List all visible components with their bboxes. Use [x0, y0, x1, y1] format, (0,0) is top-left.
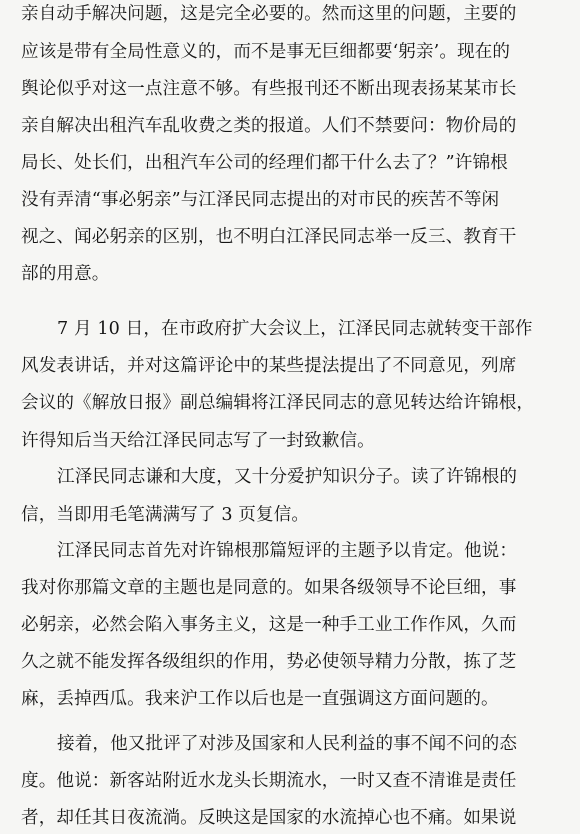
text-line: 信，当即用毛笔满满写了 3 页复信。	[21, 505, 310, 525]
text-line: 亲自解决出租汽车乱收费之类的报道。人们不禁要问：物价局的	[21, 116, 517, 136]
text-line: 我对你那篇文章的主题也是同意的。如果各级领导不论巨细，事	[21, 578, 517, 598]
text-line: 久之就不能发挥各级组织的作用，势必使领导精力分散，拣了芝	[21, 652, 517, 672]
text-line: 麻，丢掉西瓜。我来沪工作以后也是一直强调这方面问题的。	[21, 689, 499, 709]
paragraph-first-line: 7 月 10 日，在市政府扩大会议上，江泽民同志就转变干部作	[57, 319, 533, 339]
text-line: 亲自动手解决问题，这是完全必要的。然而这里的问题，主要的	[21, 4, 517, 24]
paragraph-first-line: 江泽民同志首先对许锦根那篇短评的主题予以肯定。他说：	[57, 541, 518, 561]
text-line: 应该是带有全局性意义的，而不是事无巨细都要‘躬亲’。现在的	[21, 42, 511, 62]
text-line: 许得知后当天给江泽民同志写了一封致歉信。	[21, 431, 375, 451]
text-line: 必躬亲，必然会陷入事务主义，这是一种手工业工作作风，久而	[21, 615, 517, 635]
paragraph-first-line: 接着，他又批评了对涉及国家和人民利益的事不闻不问的态	[57, 734, 518, 754]
text-line: 者，却任其日夜流淌。反映这是国家的水流掉心也不痛。如果说	[21, 808, 517, 828]
text-line: 舆论似乎对这一点注意不够。有些报刊还不断出现表扬某某市长	[21, 79, 517, 99]
text-line: 度。他说：新客站附近水龙头长期流水，一时又查不清谁是责任	[21, 771, 517, 791]
paragraph-first-line: 江泽民同志谦和大度，又十分爱护知识分子。读了许锦根的	[57, 467, 518, 487]
text-line: 会议的《解放日报》副总编辑将江泽民同志的意见转达给许锦根，	[21, 393, 535, 413]
text-line: 部的用意。	[21, 264, 110, 284]
text-line: 风发表讲话，并对这篇评论中的某些提法提出了不同意见，列席	[21, 356, 517, 376]
text-line: 局长、处长们，出租汽车公司的经理们都干什么去了？”许锦根	[21, 153, 508, 173]
text-line: 视之、闻必躬亲的区别，也不明白江泽民同志举一反三、教育干	[21, 227, 517, 247]
text-line: 没有弄清“事必躬亲”与江泽民同志提出的对市民的疾苦不等闲	[21, 190, 500, 210]
